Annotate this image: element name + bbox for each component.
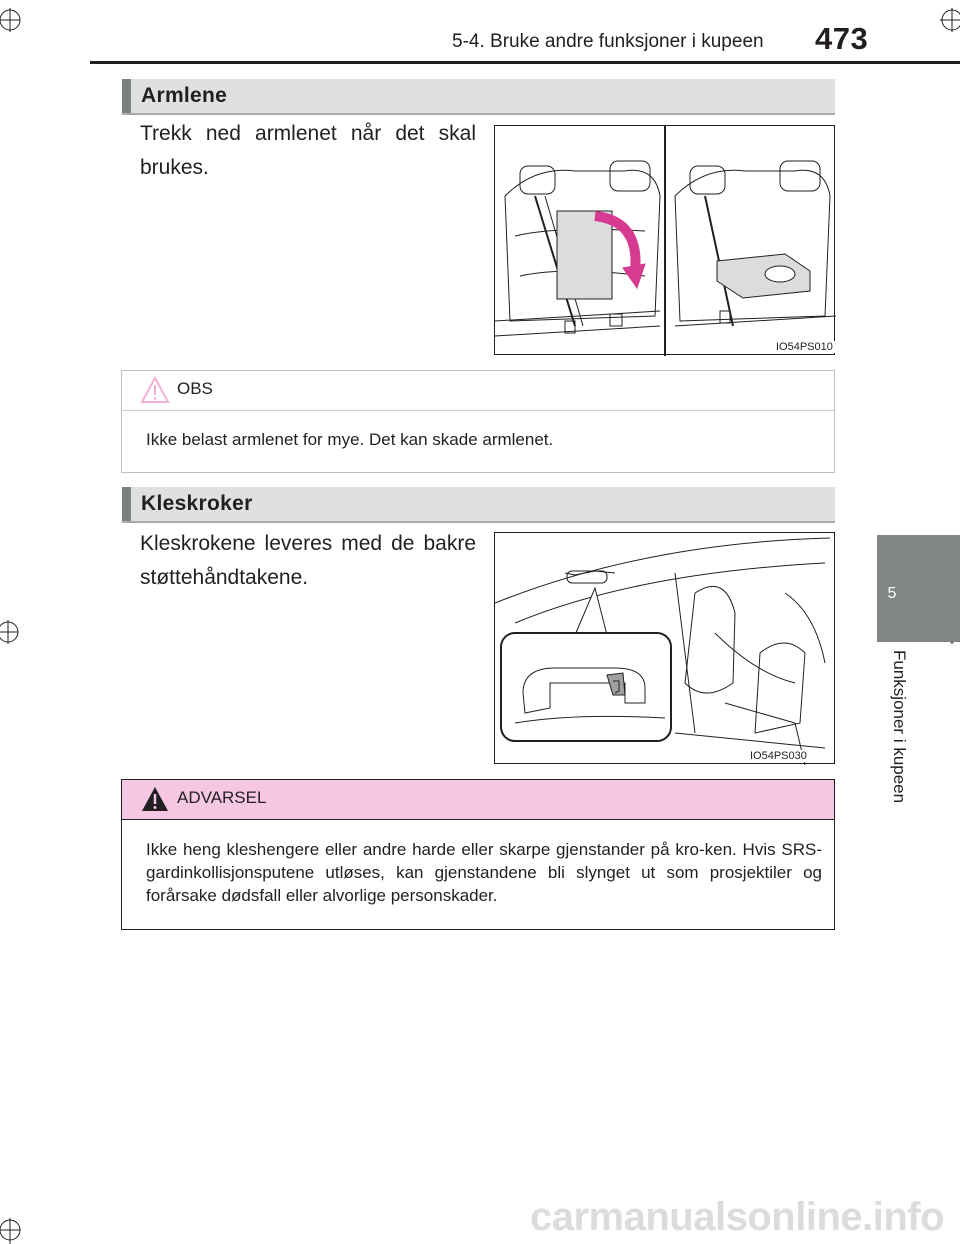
chapter-title: Funksjoner i kupeen xyxy=(890,650,909,804)
section-heading-coat-hooks xyxy=(122,487,835,521)
warning-box xyxy=(121,779,835,930)
chapter-number: 5 xyxy=(887,585,897,602)
armrest-illustration xyxy=(494,125,835,355)
warning-header xyxy=(122,780,834,820)
page-number: 473 xyxy=(815,21,869,56)
caution-icon xyxy=(140,376,170,404)
heading-label: Kleskroker xyxy=(141,492,253,515)
heading-rule xyxy=(122,521,835,523)
chapter-title-vertical xyxy=(890,650,909,830)
warning-text: Ikke heng kleshengere eller andre harde eller skarpe gjenstander på kro-ken. Hvis SRS-gardinkollisjonsputene utløses, kan gjenstandene bli slynget ut som prosjektiler og forårsake dødsfall eller alvorlige personskader. xyxy=(146,840,822,905)
heading-bar xyxy=(122,487,131,521)
armrest-instructions: Trekk ned armlenet når det skal brukes. xyxy=(140,122,476,179)
running-header-title: 5-4. Bruke andre funksjoner i kupeen xyxy=(452,31,764,52)
section-heading-armrest xyxy=(122,79,835,113)
warning-title: ADVARSEL xyxy=(177,788,267,807)
header-rule xyxy=(90,61,960,64)
coat-hook-drawing xyxy=(495,533,836,765)
figure-code: IO54PS010 xyxy=(776,341,833,353)
coat-hooks-instructions: Kleskrokene leveres med de bakre støttehåndtakene. xyxy=(140,532,476,589)
notice-box xyxy=(121,370,835,473)
heading-rule xyxy=(122,113,835,115)
heading-bar xyxy=(122,79,131,113)
heading-label: Armlene xyxy=(141,84,228,107)
figure-code: IO54PS030 xyxy=(750,750,807,762)
notice-title: OBS xyxy=(177,379,213,398)
coat-hook-illustration xyxy=(494,532,835,764)
notice-header xyxy=(122,371,834,411)
armrest-drawing xyxy=(495,126,836,356)
watermark: carmanualsonline.info xyxy=(530,1195,945,1239)
notice-text: Ikke belast armlenet for mye. Det kan skade armlenet. xyxy=(146,430,554,449)
warning-icon xyxy=(140,785,170,813)
